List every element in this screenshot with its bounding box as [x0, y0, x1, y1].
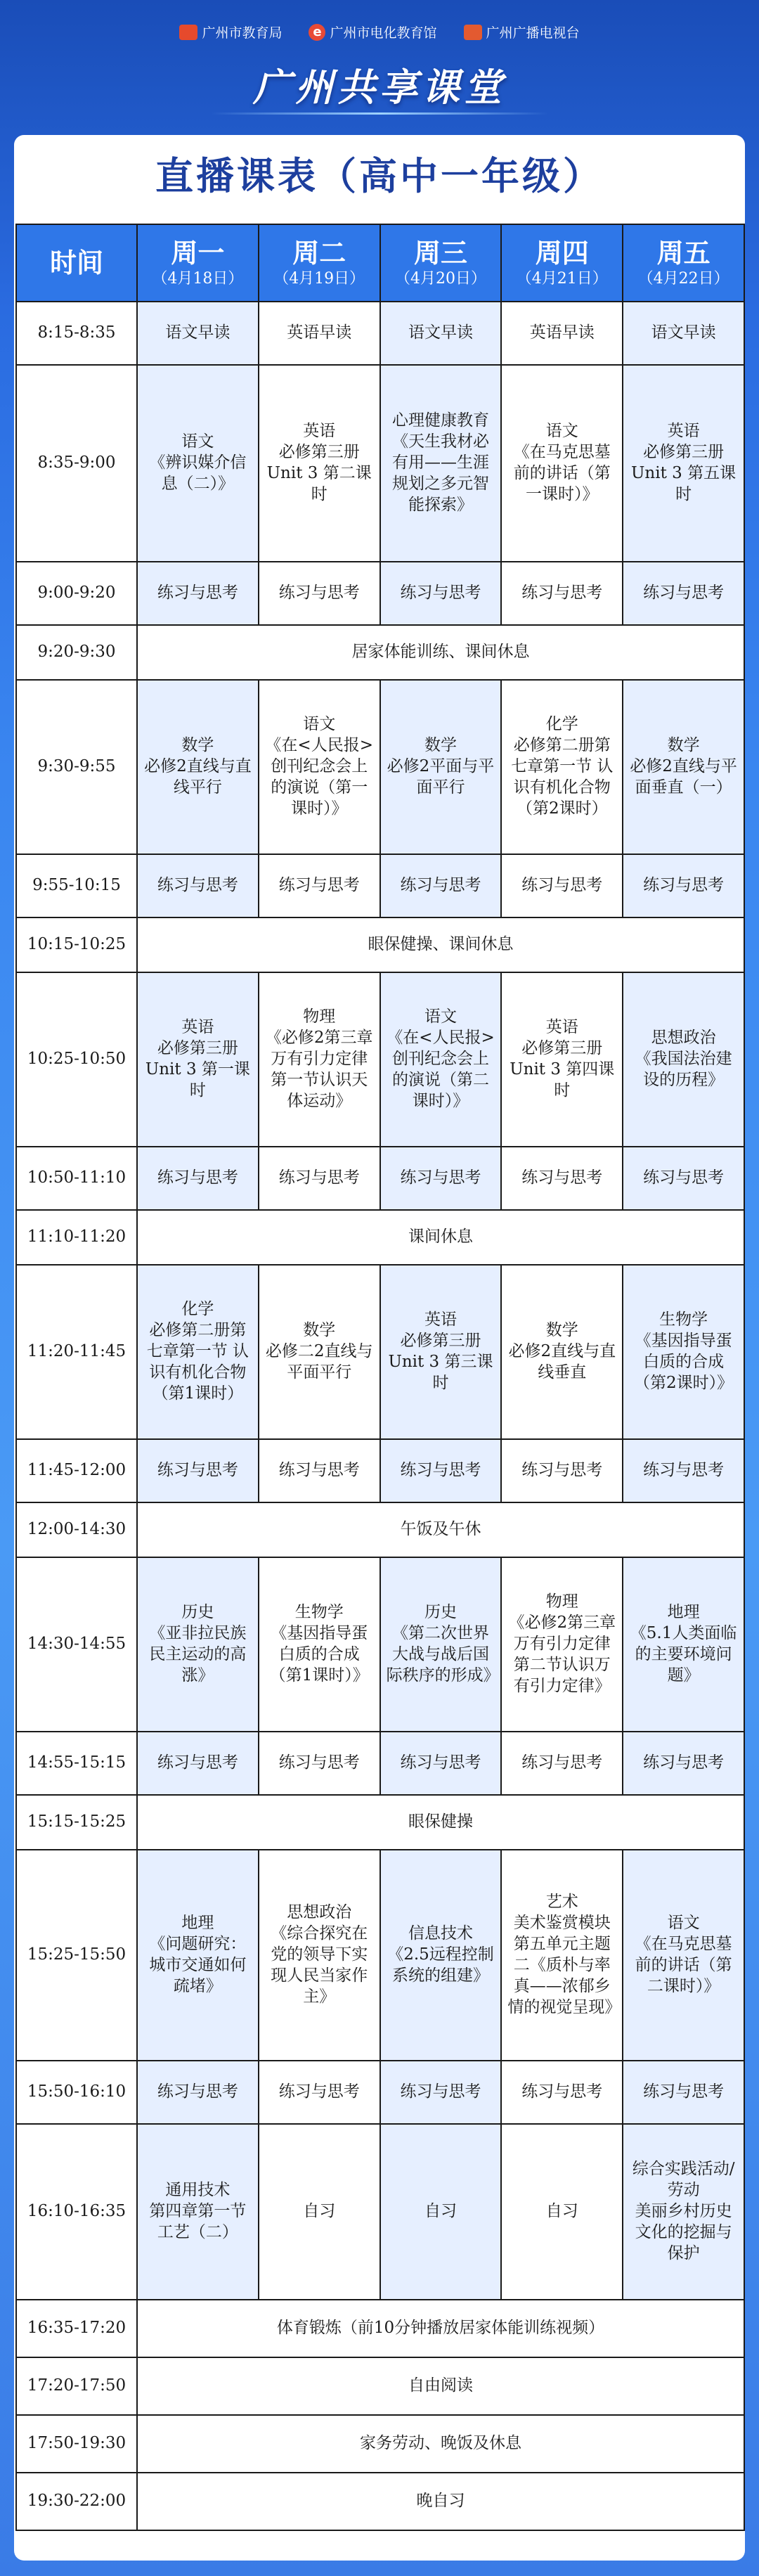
lesson-cell: 化学 必修第二册第七章第一节 认识有机化合物（第1课时）: [137, 1265, 259, 1439]
all-day-activity: 眼保健操、课间休息: [137, 917, 744, 972]
day-header: [623, 224, 744, 302]
page-title: 直播课表（高中一年级）: [155, 153, 604, 198]
lesson-cell: 练习与思考: [380, 562, 502, 625]
lesson-cell: 语文 《辨识媒介信息（二）》: [137, 365, 259, 562]
education-bureau-emblem-icon: [179, 25, 197, 40]
lesson-cell: 练习与思考: [501, 854, 623, 917]
day-name: 周二: [292, 236, 346, 269]
lesson-cell: 语文早读: [623, 302, 744, 365]
lesson-cell: 练习与思考: [501, 562, 623, 625]
schedule-row: [16, 1210, 744, 1265]
lesson-cell: 英语 必修第三册Unit 3 第三课时: [380, 1265, 502, 1439]
all-day-activity: 家务劳动、晚饭及休息: [137, 2415, 744, 2473]
time-slot: 10:25-10:50: [16, 972, 137, 1147]
time-slot: 9:20-9:30: [16, 625, 137, 680]
schedule-row: [16, 2415, 744, 2473]
header-row: [16, 224, 744, 302]
time-slot: 17:50-19:30: [16, 2415, 137, 2473]
time-slot: 8:15-8:35: [16, 302, 137, 365]
day-header: [137, 224, 259, 302]
lesson-cell: 练习与思考: [137, 562, 259, 625]
all-day-activity: 眼保健操: [137, 1795, 744, 1850]
lesson-cell: 练习与思考: [623, 1732, 744, 1795]
schedule-row: [16, 562, 744, 625]
lesson-cell: 语文 《在<人民报>创刊纪念会上的演说（第二课时）》: [380, 972, 502, 1147]
brand-divider: [211, 112, 548, 115]
lesson-cell: 艺术 美术鉴赏模块第五单元主题二《质朴与率真——浓郁乡情的视觉呈现》: [501, 1850, 623, 2061]
time-slot: 16:35-17:20: [16, 2300, 137, 2357]
day-name: 周三: [413, 236, 467, 269]
org-logo-education-bureau: [179, 22, 282, 41]
schedule-row: [16, 2473, 744, 2530]
lesson-cell: 练习与思考: [259, 562, 380, 625]
lesson-cell: 生物学 《基因指导蛋白质的合成（第2课时）》: [623, 1265, 744, 1439]
lesson-cell: 历史 《亚非拉民族民主运动的高涨》: [137, 1557, 259, 1732]
lesson-cell: 练习与思考: [623, 1147, 744, 1210]
schedule-row: [16, 2357, 744, 2415]
lesson-cell: 语文 《在马克思墓前的讲话（第二课时）》: [623, 1850, 744, 2061]
schedule-row: [16, 2300, 744, 2357]
lesson-cell: 练习与思考: [501, 1439, 623, 1502]
lesson-cell: 物理 《必修2第三章万有引力定律第一节认识天体运动》: [259, 972, 380, 1147]
lesson-cell: 练习与思考: [623, 854, 744, 917]
time-slot: 12:00-14:30: [16, 1502, 137, 1557]
lesson-cell: 练习与思考: [259, 854, 380, 917]
lesson-cell: 自习: [380, 2124, 502, 2300]
all-day-activity: 晚自习: [137, 2473, 744, 2530]
lesson-cell: 练习与思考: [137, 2061, 259, 2124]
lesson-cell: 练习与思考: [259, 1147, 380, 1210]
schedule-row: [16, 1147, 744, 1210]
lesson-cell: 英语 必修第三册Unit 3 第二课时: [259, 365, 380, 562]
lesson-cell: 数学 必修2直线与直线平行: [137, 680, 259, 854]
lesson-cell: 练习与思考: [380, 1732, 502, 1795]
schedule-row: [16, 2124, 744, 2300]
lesson-cell: 通用技术 第四章第一节工艺（二）: [137, 2124, 259, 2300]
brand-title: 广州共享课堂: [253, 65, 506, 110]
schedule-row: [16, 1732, 744, 1795]
lesson-cell: 英语早读: [259, 302, 380, 365]
lesson-cell: 自习: [501, 2124, 623, 2300]
lesson-cell: 语文早读: [137, 302, 259, 365]
lesson-cell: 英语 必修第三册Unit 3 第四课时: [501, 972, 623, 1147]
org-name: 广州广播电视台: [486, 25, 580, 41]
lesson-cell: 练习与思考: [501, 1147, 623, 1210]
lesson-cell: 思想政治 《我国法治建设的历程》: [623, 972, 744, 1147]
lesson-cell: 练习与思考: [380, 854, 502, 917]
lesson-cell: 练习与思考: [137, 1439, 259, 1502]
day-date: （4月20日）: [394, 269, 486, 288]
all-day-activity: 居家体能训练、课间休息: [137, 625, 744, 680]
day-header: [380, 224, 502, 302]
org-logo-e-education: [309, 22, 436, 41]
schedule-row: [16, 917, 744, 972]
lesson-cell: 思想政治 《综合探究在党的领导下实现人民当家作主》: [259, 1850, 380, 2061]
schedule-row: [16, 1557, 744, 1732]
schedule-row: [16, 854, 744, 917]
day-date: （4月22日）: [637, 269, 729, 288]
schedule-row: [16, 302, 744, 365]
day-header: [501, 224, 623, 302]
lesson-cell: 数学 必修二2直线与平面平行: [259, 1265, 380, 1439]
lesson-cell: 地理 《5.1人类面临的主要环境问题》: [623, 1557, 744, 1732]
lesson-cell: 生物学 《基因指导蛋白质的合成（第1课时）》: [259, 1557, 380, 1732]
lesson-cell: 练习与思考: [259, 2061, 380, 2124]
lesson-cell: 综合实践活动/劳动 美丽乡村历史文化的挖掘与保护: [623, 2124, 744, 2300]
day-name: 周五: [656, 236, 711, 269]
lesson-cell: 心理健康教育 《天生我材必有用——生涯规划之多元智能探索》: [380, 365, 502, 562]
schedule-row: [16, 1502, 744, 1557]
lesson-cell: 练习与思考: [501, 1732, 623, 1795]
lesson-cell: 自习: [259, 2124, 380, 2300]
time-slot: 15:50-16:10: [16, 2061, 137, 2124]
lesson-cell: 地理 《问题研究：城市交通如何疏堵》: [137, 1850, 259, 2061]
day-name: 周一: [171, 236, 225, 269]
lesson-cell: 语文 《在马克思墓前的讲话（第一课时）》: [501, 365, 623, 562]
org-name: 广州市电化教育馆: [330, 25, 437, 41]
lesson-cell: 练习与思考: [137, 1732, 259, 1795]
time-slot: 14:30-14:55: [16, 1557, 137, 1732]
lesson-cell: 语文早读: [380, 302, 502, 365]
lesson-cell: 信息技术 《2.5远程控制系统的组建》: [380, 1850, 502, 2061]
lesson-cell: 练习与思考: [137, 1147, 259, 1210]
lesson-cell: 历史 《第二次世界大战与战后国际秩序的形成》: [380, 1557, 502, 1732]
day-header: [259, 224, 380, 302]
lesson-cell: 语文 《在<人民报>创刊纪念会上的演说（第一课时）》: [259, 680, 380, 854]
time-slot: 11:10-11:20: [16, 1210, 137, 1265]
day-date: （4月18日）: [152, 269, 244, 288]
time-slot: 17:20-17:50: [16, 2357, 137, 2415]
lesson-cell: 练习与思考: [623, 2061, 744, 2124]
time-slot: 15:15-15:25: [16, 1795, 137, 1850]
time-slot: 11:45-12:00: [16, 1439, 137, 1502]
lesson-cell: 练习与思考: [623, 1439, 744, 1502]
time-slot: 14:55-15:15: [16, 1732, 137, 1795]
time-slot: 8:35-9:00: [16, 365, 137, 562]
lesson-cell: 练习与思考: [623, 562, 744, 625]
all-day-activity: 体育锻炼（前10分钟播放居家体能训练视频）: [137, 2300, 744, 2357]
time-slot: 15:25-15:50: [16, 1850, 137, 2061]
lesson-cell: 练习与思考: [501, 2061, 623, 2124]
all-day-activity: 课间休息: [137, 1210, 744, 1265]
schedule-row: [16, 1850, 744, 2061]
all-day-activity: 自由阅读: [137, 2357, 744, 2415]
e-logo-icon: e: [309, 24, 325, 41]
day-date: （4月19日）: [273, 269, 365, 288]
broadcast-logo-icon: [464, 25, 482, 40]
time-slot: 16:10-16:35: [16, 2124, 137, 2300]
lesson-cell: 练习与思考: [380, 1439, 502, 1502]
day-name: 周四: [535, 236, 589, 269]
time-slot: 9:00-9:20: [16, 562, 137, 625]
lesson-cell: 化学 必修第二册第七章第一节 认识有机化合物（第2课时）: [501, 680, 623, 854]
lesson-cell: 练习与思考: [380, 2061, 502, 2124]
schedule-row: [16, 1439, 744, 1502]
time-slot: 19:30-22:00: [16, 2473, 137, 2530]
lesson-cell: 练习与思考: [137, 854, 259, 917]
time-slot: 9:55-10:15: [16, 854, 137, 917]
lesson-cell: 练习与思考: [380, 1147, 502, 1210]
org-logos: [0, 22, 759, 41]
lesson-cell: 数学 必修2平面与平面平行: [380, 680, 502, 854]
schedule-row: [16, 680, 744, 854]
schedule-row: [16, 1265, 744, 1439]
schedule-row: [16, 1795, 744, 1850]
schedule-row: [16, 625, 744, 680]
time-slot: 10:50-11:10: [16, 1147, 137, 1210]
schedule-row: [16, 365, 744, 562]
time-column-header: 时间: [16, 224, 137, 302]
lesson-cell: 练习与思考: [259, 1439, 380, 1502]
day-date: （4月21日）: [516, 269, 608, 288]
lesson-cell: 英语 必修第三册Unit 3 第一课时: [137, 972, 259, 1147]
lesson-cell: 物理 《必修2第三章万有引力定律第二节认识万有引力定律》: [501, 1557, 623, 1732]
all-day-activity: 午饭及午休: [137, 1502, 744, 1557]
org-logo-broadcast: [464, 22, 580, 41]
org-name: 广州市教育局: [202, 25, 283, 41]
lesson-cell: 数学 必修2直线与直线垂直: [501, 1265, 623, 1439]
schedule-row: [16, 2061, 744, 2124]
lesson-cell: 英语早读: [501, 302, 623, 365]
lesson-cell: 英语 必修第三册Unit 3 第五课时: [623, 365, 744, 562]
time-slot: 10:15-10:25: [16, 917, 137, 972]
time-slot: 9:30-9:55: [16, 680, 137, 854]
time-slot: 11:20-11:45: [16, 1265, 137, 1439]
lesson-cell: 练习与思考: [259, 1732, 380, 1795]
schedule-row: [16, 972, 744, 1147]
lesson-cell: 数学 必修2直线与平面垂直（一）: [623, 680, 744, 854]
schedule-table: [15, 224, 745, 2531]
